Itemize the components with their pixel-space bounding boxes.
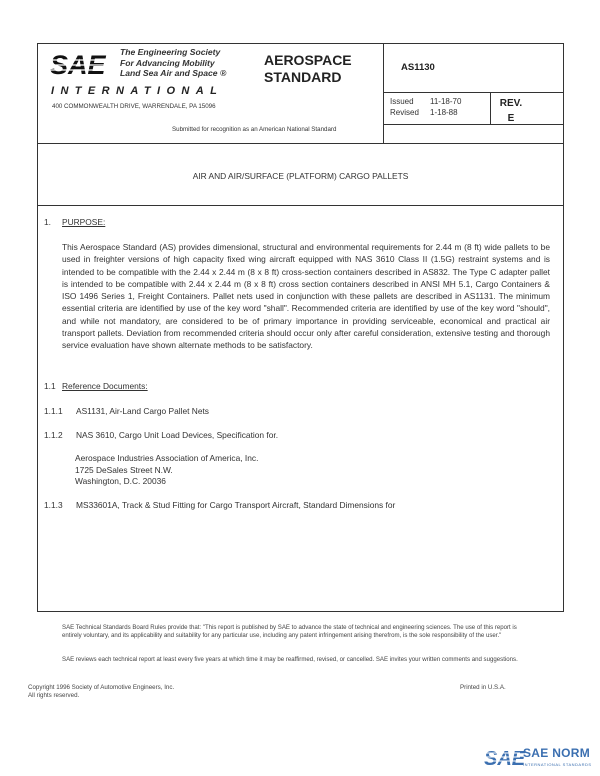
sae-address: 400 COMMONWEALTH DRIVE, WARRENDALE, PA 15096 (52, 103, 216, 110)
section-1-1-2-number: 1.1.2 (44, 430, 63, 440)
aia-address (75, 453, 258, 488)
section-1-1-3-text: MS33601A, Track & Stud Fitting for Cargo Transport Aircraft, Standard Dimensions for (76, 500, 396, 510)
section-1-title: PURPOSE: (62, 217, 106, 227)
section-1-1-1 (44, 406, 209, 416)
rev-value: E (507, 113, 515, 124)
header-bottom-rule (37, 143, 564, 144)
sae-review-notice: SAE reviews each technical report at least every five years at which time it may be reaffirmed, revised, or cancelled. SAE invites your written comments and suggestions. (62, 656, 518, 663)
copyright-line: Copyright 1996 Society of Automotive Engineers, Inc. (28, 684, 175, 691)
section-1-1-title: Reference Documents: (62, 381, 148, 391)
sae-policy-notice: SAE Technical Standards Board Rules provide that: "This report is published by SAE to advance the state of technical and engineering sciences. The use of this report is entirely voluntary, and its applicability and suitability for any particular use, including any patent infringement arising therefrom, is the sole responsibility of the user." (62, 624, 517, 639)
sae-norm-watermark-sub: INTERNATIONAL STANDARDS (523, 762, 592, 767)
rev-label: REV. (499, 98, 523, 109)
issued-label: Issued (390, 97, 414, 106)
header-divider-vertical (383, 43, 384, 143)
tagline-line-1: The Engineering Society (120, 47, 221, 57)
section-1-1-3 (44, 500, 395, 510)
section-1-1-heading (44, 381, 148, 391)
international-wordmark: INTERNATIONAL (51, 85, 224, 97)
issued-date: 11-18-70 (430, 97, 462, 106)
issue-dates (390, 96, 461, 118)
aia-address-line-3: Washington, D.C. 20036 (75, 476, 166, 487)
document-title: AIR AND AIR/SURFACE (PLATFORM) CARGO PALLETS (192, 171, 409, 181)
header-divider-rev (383, 92, 564, 93)
revised-label: Revised (390, 108, 419, 117)
section-1-heading (44, 217, 105, 227)
revised-date: 1-18-88 (430, 108, 458, 117)
sae-logo (50, 50, 112, 80)
section-1-1-3-number: 1.1.3 (44, 500, 63, 510)
standard-type (264, 52, 352, 86)
sae-tagline (120, 47, 226, 79)
rights-line: All rights reserved. (28, 692, 80, 700)
standard-type-line-2: STANDARD (264, 69, 342, 85)
sae-norm-watermark-label: SAE NORM (523, 746, 591, 760)
document-number: AS1130 (401, 62, 435, 73)
printed-in: Printed in U.S.A. (460, 684, 506, 691)
copyright (28, 684, 174, 701)
section-1-1-1-number: 1.1.1 (44, 406, 63, 416)
submitted-rule (383, 124, 564, 125)
rev-box-divider (490, 92, 491, 124)
purpose-paragraph: This Aerospace Standard (AS) provides dimensional, structural and environmental requirements for 2.44 m (8 ft) wide pallets to be used in freighter versions of high capacity fixed wing aircraft equipped with NAS 3610 Class II (1.5G) restraint systems and is intended to be compatible with the 2.44 x 2.44 m (8 x 8 ft) cross-section containers described in AS832. The Type C adapter pallet is intended to be compatible with 2.44 x 2.44 m (8 x 8 ft) cross section containers described in ANSI MH 5.1, Cargo Containers & ISO 1496 Series 1, Freight Containers. Pallet nets used in conjunction with these pallets are described in AS1131. The minimum essential criteria are identified by use of the key word "shall". Recommended criteria are identified by use of the key word "should", and while not mandatory, are considered to be of primary importance in providing serviceable, economical and practical air transport pallets. Deviation from recommended criteria should occur only after careful consideration, extensive testing and thorough service evaluation have shown alternate methods to be satisfactory. (62, 242, 550, 351)
tagline-line-3: Land Sea Air and Space ® (120, 68, 227, 78)
section-1-1-number: 1.1 (44, 381, 56, 391)
section-1-number: 1. (44, 217, 51, 227)
standard-type-line-1: AEROSPACE (264, 52, 352, 68)
aia-address-line-2: 1725 DeSales Street N.W. (75, 464, 173, 475)
ansi-submission-note: Submitted for recognition as an American National Standard (172, 126, 337, 133)
section-1-1-2-text: NAS 3610, Cargo Unit Load Devices, Specification for. (76, 430, 279, 440)
tagline-line-2: For Advancing Mobility (120, 57, 215, 68)
aia-address-line-1: Aerospace Industries Association of America, Inc. (75, 453, 259, 463)
title-bottom-rule (37, 205, 564, 206)
section-1-1-1-text: AS1131, Air-Land Cargo Pallet Nets (76, 406, 209, 416)
section-1-1-2 (44, 430, 278, 440)
sae-logo-text: SAE (50, 50, 106, 80)
watermark-logo-text: SAE (484, 748, 526, 770)
revision-box (496, 96, 526, 126)
